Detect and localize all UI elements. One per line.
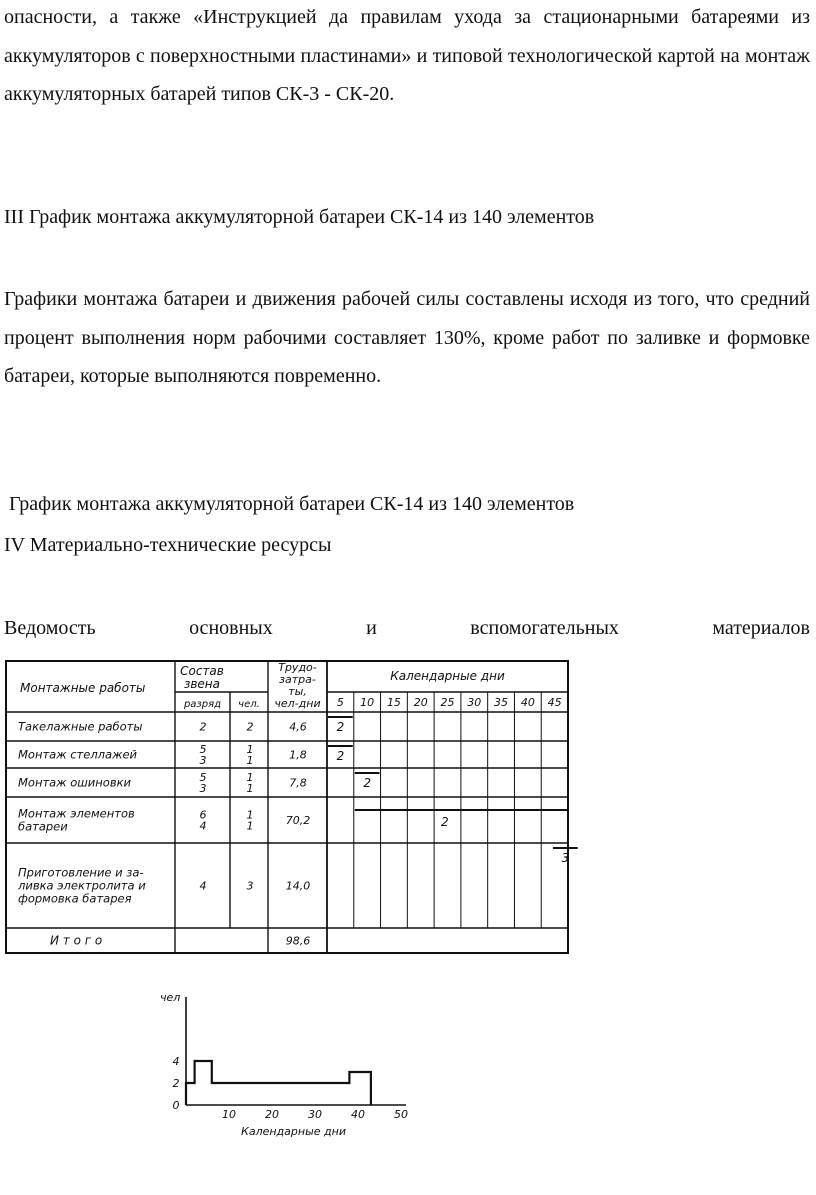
day-tick-label: 25 <box>440 696 455 709</box>
day-tick-label: 10 <box>360 696 375 709</box>
header-crew: Состав <box>180 664 224 678</box>
row-people: 2 <box>246 720 254 734</box>
row-grade: 5 <box>199 743 207 756</box>
gantt-bar-label: 2 <box>336 749 345 763</box>
row-people: 1 <box>246 782 254 795</box>
day-tick-label: 30 <box>467 696 482 709</box>
y-axis-label: чел <box>160 991 181 1004</box>
header-labor: ты, <box>288 685 307 698</box>
paragraph-schedule-description: Графики монтажа батареи и движения рабочей силы составлены исходя из того, что средний процент выполнения норм рабочими составляет 130%, кроме работ по заливке и формовке батареи, которые выполняются повременно. <box>4 288 810 387</box>
materials-title <box>4 609 810 648</box>
row-labor: 1,8 <box>289 748 307 762</box>
materials-word: основных <box>189 617 273 639</box>
header-calendar: Календарные дни <box>390 669 505 683</box>
x-tick-label: 10 <box>222 1108 236 1121</box>
row-grade: 4 <box>199 879 207 893</box>
row-work-name: формовка батарея <box>18 891 132 906</box>
header-people: чел. <box>238 699 260 710</box>
total-label: И т о г о <box>50 933 103 948</box>
row-work-name: Монтаж стеллажей <box>18 747 137 762</box>
row-people: 1 <box>246 819 254 833</box>
row-work-name: батареи <box>18 819 68 834</box>
x-tick-label: 50 <box>394 1108 408 1121</box>
heading-resources: IV Материально-технические ресурсы <box>4 534 332 556</box>
gantt-bar-label: 2 <box>363 776 371 790</box>
total-value: 98,6 <box>285 934 311 948</box>
heading-schedule: III График монтажа аккумуляторной батареи СК-14 из 140 элементов <box>4 206 595 228</box>
header-labor: затра- <box>279 673 316 686</box>
row-work-name: Монтаж элементов <box>18 806 135 821</box>
y-tick-label: 2 <box>172 1077 180 1090</box>
schedule-caption: График монтажа аккумуляторной батареи СК-14 из 140 элементов <box>4 493 575 515</box>
x-tick-label: 40 <box>351 1108 365 1121</box>
materials-word: и <box>366 617 377 639</box>
day-tick-label: 40 <box>520 696 535 709</box>
row-work-name: ливка электролита и <box>18 878 146 893</box>
row-people: 1 <box>246 771 254 784</box>
row-grade: 3 <box>199 754 207 767</box>
x-tick-label: 20 <box>265 1108 279 1121</box>
labor-step-line <box>186 1061 371 1105</box>
header-grade: разряд <box>183 699 222 710</box>
row-people: 1 <box>246 808 254 822</box>
day-tick-label: 20 <box>413 696 428 709</box>
header-works: Монтажные работы <box>20 681 146 695</box>
row-grade: 2 <box>199 720 207 734</box>
row-work-name: Приготовление и за- <box>18 865 144 880</box>
x-tick-label: 30 <box>308 1108 322 1121</box>
y-tick-label: 0 <box>172 1099 180 1112</box>
x-axis-label: Календарные дни <box>241 1125 346 1138</box>
row-labor: 4,6 <box>289 720 307 734</box>
row-grade: 4 <box>199 819 207 833</box>
row-work-name: Монтаж ошиновки <box>18 775 132 790</box>
row-labor: 70,2 <box>285 814 311 827</box>
gantt-bar-label: 3 <box>561 851 570 865</box>
header-crew: звена <box>183 677 221 691</box>
schedule-table <box>0 655 580 960</box>
row-people: 1 <box>246 754 254 767</box>
row-grade: 3 <box>199 782 207 795</box>
materials-word: вспомогательных <box>470 617 619 639</box>
day-tick-label: 15 <box>386 696 401 709</box>
day-tick-label: 5 <box>336 696 344 709</box>
row-work-name: Такелажные работы <box>18 719 143 734</box>
row-people: 1 <box>246 743 254 756</box>
gantt-bar-label: 2 <box>441 815 449 829</box>
labor-chart <box>150 985 420 1150</box>
materials-word: Ведомость <box>4 617 96 639</box>
gantt-bar-label: 2 <box>336 720 345 734</box>
materials-word: материалов <box>712 617 810 639</box>
paragraph-intro: опасности, а также «Инструкцией да правилам ухода за стационарными батареями из аккумуляторов с поверхностными пластинами» и типовой технологической картой на монтаж аккумуляторных батарей типов СК-3 - СК-20. <box>4 6 810 105</box>
row-grade: 5 <box>199 771 207 784</box>
y-tick-label: 4 <box>172 1055 180 1068</box>
row-people: 3 <box>246 879 254 893</box>
row-labor: 7,8 <box>289 776 307 790</box>
row-grade: 6 <box>199 808 207 822</box>
header-labor: чел-дни <box>274 697 321 710</box>
header-labor: Трудо- <box>278 661 317 674</box>
day-tick-label: 35 <box>494 696 509 709</box>
row-labor: 14,0 <box>285 879 311 893</box>
day-tick-label: 45 <box>547 696 562 709</box>
